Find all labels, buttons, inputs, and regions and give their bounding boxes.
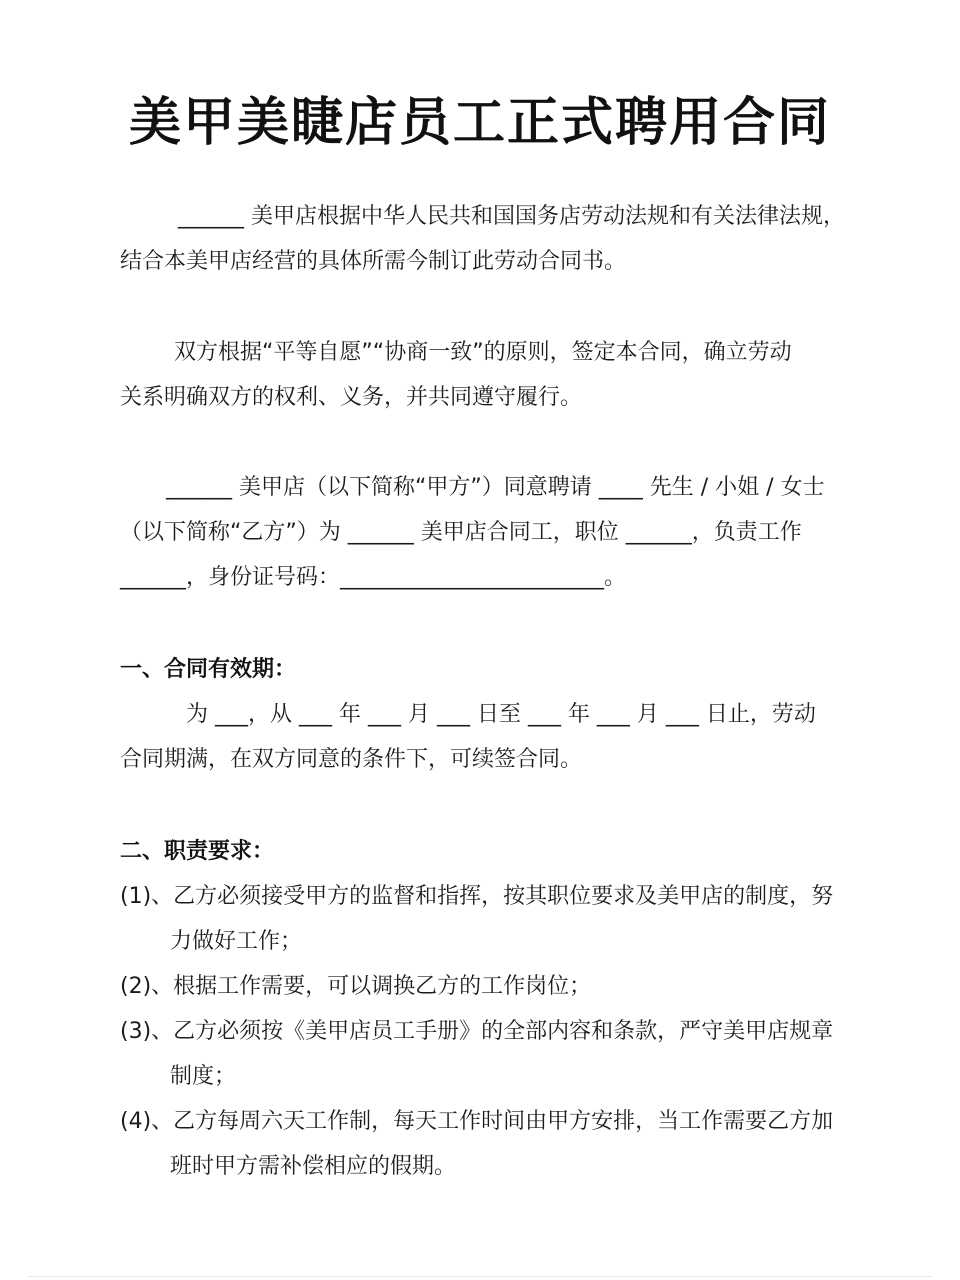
section-1-line-2: 合同期满，在双方同意的条件下，可续签合同。 (120, 747, 583, 772)
duty-item-1-line-2: 力做好工作； (170, 929, 303, 954)
principle-line-1: 双方根据“平等自愿”“协商一致”的原则，签定本合同，确立劳动 (174, 340, 792, 365)
section-2-heading: 二、职责要求： (120, 839, 275, 864)
intro-line-2: 结合本美甲店经营的具体所需今制订此劳动合同书。 (120, 249, 627, 274)
parties-line-3: ______，身份证号码：________________________。 (120, 565, 627, 590)
duty-item-3-line-2: 制度； (170, 1064, 237, 1089)
duty-item-3-line-1: (3)、乙方必须按《美甲店员工手册》的全部内容和条款，严守美甲店规章 (120, 1019, 834, 1044)
page-bottom-divider (28, 1276, 932, 1277)
parties-line-2: （以下简称“乙方”）为 ______ 美甲店合同工，职位 ______，负责工作 (120, 520, 802, 545)
duty-item-1-line-1: (1)、乙方必须接受甲方的监督和指挥，按其职位要求及美甲店的制度，努 (120, 884, 834, 909)
principle-line-2: 关系明确双方的权利、义务，并共同遵守履行。 (120, 385, 583, 410)
document-title: 美甲美睫店员工正式聘用合同 (128, 92, 831, 153)
duty-item-4-line-1: (4)、乙方每周六天工作制，每天工作时间由甲方安排，当工作需要乙方加 (120, 1109, 834, 1134)
duty-item-2-line-1: (2)、根据工作需要，可以调换乙方的工作岗位； (120, 974, 592, 999)
section-1-heading: 一、合同有效期： (120, 657, 297, 682)
parties-line-1: ______ 美甲店（以下简称“甲方”）同意聘请 ____ 先生 / 小姐 / 女士 (166, 475, 825, 500)
intro-line-1: ______ 美甲店根据中华人民共和国国务店劳动法规和有关法律法规， (178, 204, 845, 229)
section-1-line-1: 为 ___，从 ___ 年 ___ 月 ___ 日至 ___ 年 ___ 月 ___ 日止，劳动 (186, 702, 816, 727)
duty-item-4-line-2: 班时甲方需补偿相应的假期。 (170, 1154, 457, 1179)
